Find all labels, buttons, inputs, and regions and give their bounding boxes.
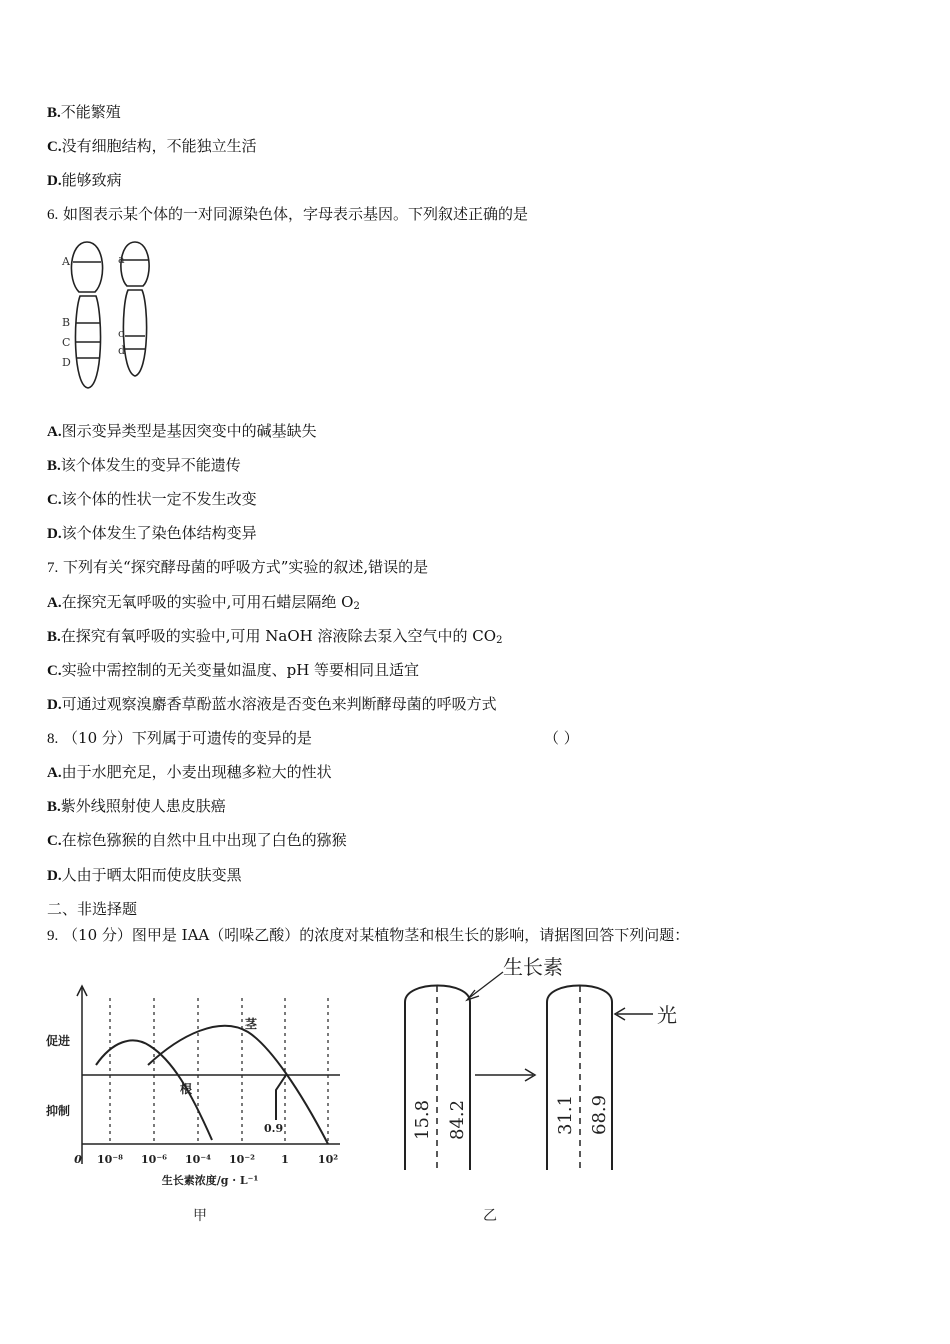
x-tick-label: 10² [317,1153,339,1166]
origin-label: 0 [74,1153,82,1166]
q8-option-c: C.在棕色猕猴的自然中且中出现了白色的猕猴 [47,831,347,849]
q7-stem: 7. 下列有关“探究酵母菌的呼吸方式”实验的叙述,错误的是 [47,558,429,576]
x-axis-title: 生长素浓度/g · L⁻¹ [161,1174,259,1187]
chromosome-figure [55,236,165,396]
gene-label-d: d [118,344,126,357]
q8-option-b: B.紫外线照射使人患皮肤癌 [47,797,226,815]
figure-jia-graph [40,980,360,1230]
x-tick-label: 10⁻² [229,1153,255,1166]
x-tick-label: 1 [281,1153,289,1166]
left-chromosome-upper-arm [71,242,102,292]
q8-option-d: D.人由于晒太阳而使皮肤变黑 [47,866,242,884]
q7-option-a: A.在探究无氧呼吸的实验中,可用石蜡层隔绝 $O_2$ [47,593,360,612]
gene-label-a: a [118,253,125,266]
q9-stem: 9. （10 分）图甲是 IAA（吲哚乙酸）的浓度对某植物茎和根生长的影响，请据图回答下列问题： [47,926,690,944]
q7-option-c: C.实验中需控制的无关变量如温度、pH 等要相同且适宜 [47,661,420,679]
y-label-inhibit: 抑制 [46,1104,71,1118]
caption-yi: 乙 [483,1208,497,1224]
q6-stem: 6. 如图表示某个体的一对同源染色体，字母表示基因。下列叙述正确的是 [47,205,529,223]
x-tick-label: 10⁻⁸ [97,1153,123,1166]
stem-label: 茎 [245,1017,258,1031]
right-chromosome-lower-arm [123,290,146,376]
x-tick-label: 10⁻⁴ [185,1153,211,1166]
q6-option-c: C.该个体的性状一定不发生改变 [47,490,257,508]
caption-jia: 甲 [193,1208,207,1224]
q6-option-d: D.该个体发生了染色体结构变异 [47,524,257,542]
q6-option-b: B.该个体发生的变异不能遗传 [47,456,241,474]
q7-option-d: D.可通过观察溴麝香草酚蓝水溶液是否变色来判断酵母菌的呼吸方式 [47,695,497,713]
stem-curve [148,1026,328,1144]
y-label-promote: 促进 [46,1034,71,1048]
right-value-1: 31.1 [555,1094,576,1135]
light-label: 光 [657,1003,677,1027]
q5-option-c: C.没有细胞结构，不能独立生活 [47,137,257,155]
gene-label-c: c [118,327,125,340]
left-value-2: 84.2 [447,1099,468,1140]
section-title: 二、非选择题 [47,900,138,918]
q8-option-a: A.由于水肥充足，小麦出现穗多粒大的性状 [47,763,332,781]
right-chromosome-upper-arm [121,242,149,286]
gene-label-A: A [62,255,70,268]
gene-label-C: C [62,336,71,349]
marker-value: 0.9 [264,1122,284,1135]
gene-label-B: B [62,316,71,329]
figure-yi-diagram [395,950,705,1235]
gene-label-D: D [62,356,71,369]
q5-option-d: D.能够致病 [47,171,122,189]
right-value-2: 68.9 [589,1094,610,1135]
answer-paren: （ ） [544,729,579,747]
left-value-1: 15.8 [412,1099,433,1140]
q6-option-a: A.图示变异类型是基因突变中的碱基缺失 [47,422,317,440]
auxin-label: 生长素 [503,955,563,979]
q8-stem: 8. （10 分）下列属于可遗传的变异的是 （ ） [47,729,579,747]
x-tick-label: 10⁻⁶ [141,1153,167,1166]
q5-option-b: B.不能繁殖 [47,103,121,121]
q7-option-b: B.在探究有氧呼吸的实验中,可用 NaOH 溶液除去泵入空气中的 $CO_2$ [47,627,503,646]
root-label: 根 [180,1082,193,1096]
